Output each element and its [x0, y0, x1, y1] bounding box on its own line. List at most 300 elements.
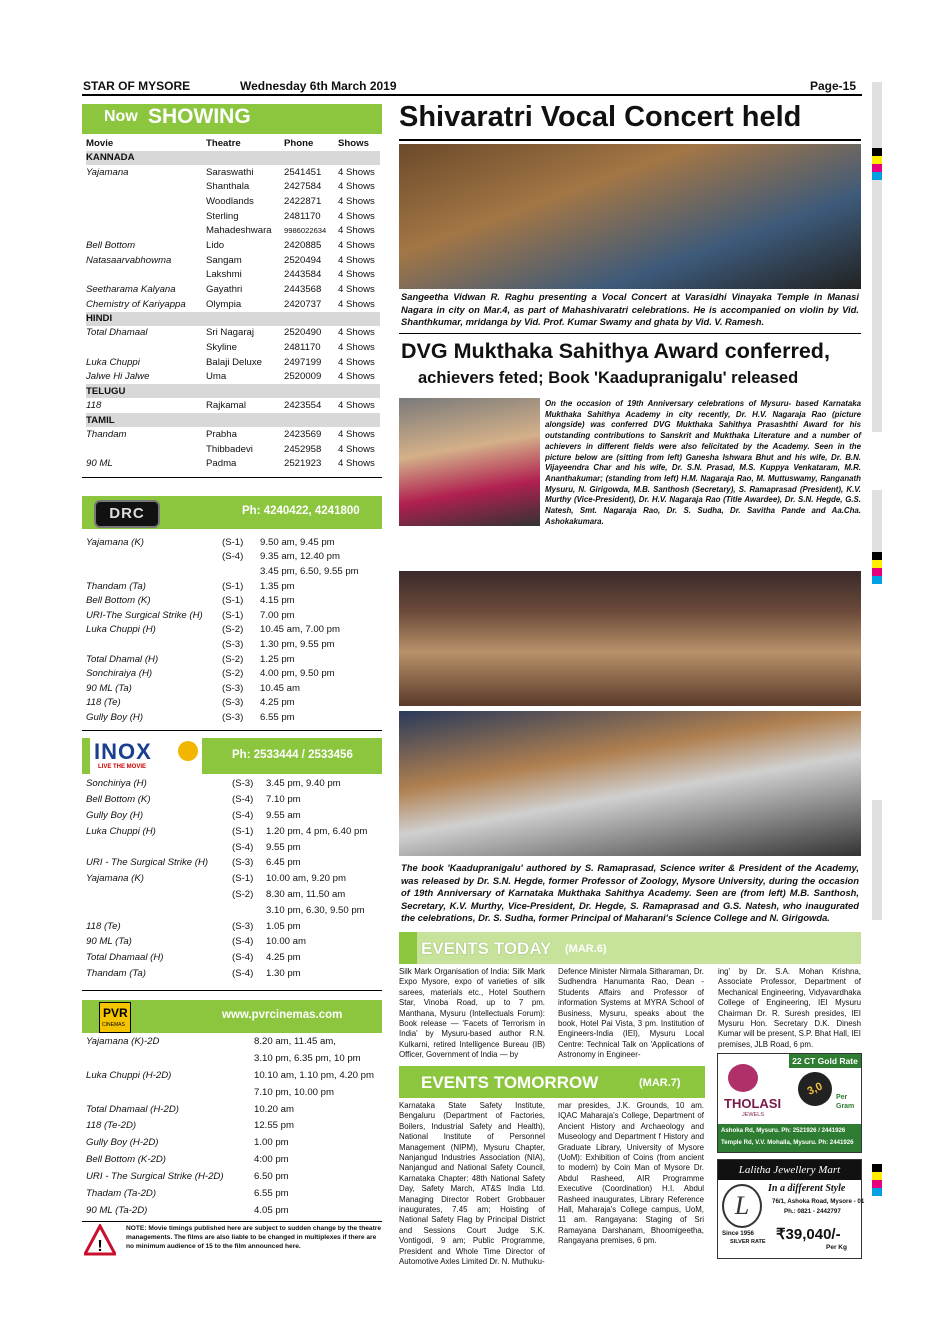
lalitha-tagline: In a different Style — [768, 1183, 846, 1194]
theatre-name: Rajkamal — [206, 400, 246, 412]
schedule-row — [86, 637, 380, 652]
show-count: 4 Shows — [338, 239, 375, 251]
movie-title: 90 ML — [86, 458, 113, 470]
screen-number: (S-2) — [222, 624, 244, 636]
story2-headline: DVG Mukthaka Sahithya Award conferred, — [401, 339, 830, 363]
show-times: 10.00 am, 9.20 pm — [266, 873, 346, 885]
show-times: 4.00 pm, 9.50 pm — [260, 668, 335, 680]
screen-number — [222, 564, 260, 579]
schedule-row — [86, 593, 380, 608]
screen-number: (S-4) — [232, 967, 254, 979]
show-times: 4:00 pm — [254, 1154, 289, 1166]
screen-number: (S-3) — [232, 857, 254, 869]
schedule-row — [86, 1067, 382, 1084]
show-count: 4 Shows — [338, 356, 375, 368]
theatre-phone: 2520009 — [284, 371, 322, 383]
theatre-name: Sangam — [206, 254, 242, 266]
language-header — [86, 413, 380, 427]
movie-title: Thadam (Ta-2D) — [86, 1187, 157, 1199]
schedule-row — [86, 1151, 382, 1168]
schedule-row — [86, 1185, 382, 1202]
show-count: 4 Shows — [338, 400, 375, 412]
show-count: 4 Shows — [338, 269, 375, 281]
show-count: 4 Shows — [338, 371, 375, 383]
story2-body: On the occasion of 19th Anniversary celebrations of Mysuru- based Karnataka Mukthaka Sahithya Academy in city recently, Dr. H.V. Nagaraja Rao (picture alongside) was conferred DVG Mukthaka Sahithya Prasashthi Award for his outstanding contributions to Sanskrit and Mukthaka Literature and a number of achievers in different fields were also felicitated by the Academy. Seen in the picture below are (sitting from left) Ganesha Ishwara Bhut and his wife, Dr. B.N. Vijayeendra Char and his wife, Dr. S.N. Prasad, M.S. Kuppya Venkataram, M.R. Ananthakumar; (standing from left) H.M. Nagaraja Rao, M. Muttuswamy, Ranganath Mysuru, N. Girigowda, M.B. Santhosh (Secretary), S. Ramaprasad (President), K.V. Murthy (Vice-President), Dr. H.V. Nagaraja Rao (Title Awardee), Dr. S.N. Hegde, G.S. Natesh, Smt. Nagaraja Rao, Dr. S. Sudha, Dr. Savitha Pande and Aa.Cha. Ashokakumara. — [545, 399, 861, 526]
movie-title — [86, 887, 232, 903]
schedule-row — [86, 652, 380, 667]
group-photo — [399, 571, 861, 706]
events-today-banner — [399, 932, 861, 964]
movie-title — [86, 442, 206, 457]
section-rule — [82, 1221, 382, 1222]
schedule-row — [86, 855, 384, 871]
theatre-name: Thibbadevi — [206, 443, 253, 455]
theatre-phone: 2520494 — [284, 254, 322, 266]
drc-banner — [82, 496, 382, 529]
schedule-row — [86, 1134, 382, 1151]
theatre-phone: 2427584 — [284, 181, 322, 193]
theatre-phone: 2423554 — [284, 400, 322, 412]
screen-number: (S-3) — [222, 638, 244, 650]
movie-title: 118 — [86, 400, 102, 412]
movie-title: Gully Boy (H) — [86, 809, 144, 821]
screen-number: (S-2) — [222, 653, 244, 665]
tholasi-address-2: Temple Rd, V.V. Mohalla, Mysuru. Ph: 2441926 — [721, 1139, 854, 1146]
pvr-banner — [82, 1000, 382, 1033]
movie-title — [86, 340, 206, 355]
screen-number: (S-4) — [232, 809, 254, 821]
show-times: 3.10 pm, 6.30, 9.50 pm — [266, 904, 365, 916]
events-today-col3: ing' by Dr. S.A. Mohan Krishna, Associate Professor, Department of Mechanical Engineering, Vidyavardhaka College of Engineering, IEI Mysuru Chairman Dr. R. Suresh presides, IEI Mysuru Hon. Secretary D.K. Dinesh Kumar will be present, S.P. Bhat Hall, IEI premises, JLB Road, 6 pm. — [718, 967, 861, 1049]
movie-title: Bell Bottom — [86, 239, 136, 251]
show-times: 1.30 pm, 9.55 pm — [260, 638, 335, 650]
show-times: 3.45 pm, 6.50, 9.55 pm — [260, 565, 359, 577]
theatre-name: Sterling — [206, 210, 239, 222]
margin-strip-3 — [872, 800, 882, 920]
show-count: 4 Shows — [338, 298, 375, 310]
inox-logo — [90, 738, 202, 774]
movie-title: Yajamana — [86, 166, 129, 178]
silver-unit: Per Kg — [826, 1244, 847, 1251]
movie-title — [86, 223, 206, 238]
screen-number: (S-3) — [222, 682, 244, 694]
movie-title: Luka Chuppi (H) — [86, 624, 156, 636]
screen-number: (S-1) — [222, 609, 244, 621]
theatre-name: Skyline — [206, 342, 237, 354]
show-count: 4 Shows — [338, 428, 375, 440]
show-times: 1.30 pm — [266, 967, 301, 979]
schedule-row — [86, 1117, 382, 1134]
theatre-phone: 9986022634 — [284, 226, 327, 236]
movie-title: 90 ML (Ta) — [86, 936, 132, 948]
movie-title — [86, 902, 232, 918]
story2-subhead: achievers feted; Book 'Kaadupranigalu' released — [418, 369, 799, 387]
listing-row — [86, 209, 380, 224]
listing-row — [86, 282, 380, 297]
schedule-row — [86, 902, 384, 918]
listing-row — [86, 223, 380, 238]
color-registration-mark — [872, 1164, 882, 1196]
svg-text:!: ! — [97, 1238, 103, 1255]
silver-rate-label: SILVER RATE — [730, 1239, 766, 1245]
tholasi-brand: THOLASI — [724, 1096, 782, 1111]
events-today-col2: Defence Minister Nirmala Sitharaman, Dr. Sudhendra Hanumanta Rao, Dean - Students Affairs and Professor of information Systems at MYRA School of Business, Mysuru, speaks about the book, Hotel Pai Vista, 3 pm. Institution of Engineers-India (IEI), Mysuru Local Centre: Technical Talk on 'Applications of Astronomy in Engineer- — [558, 967, 704, 1060]
pvr-logo — [99, 1002, 131, 1033]
theatre-phone: 2452958 — [284, 443, 322, 455]
listing-row — [86, 268, 380, 283]
movie-title: Bell Bottom (K) — [86, 595, 151, 607]
schedule-row — [86, 839, 384, 855]
col-header-shows: Shows — [338, 137, 369, 149]
schedule-row — [86, 1084, 382, 1101]
movie-title: Jalwe Hi Jalwe — [86, 371, 150, 383]
show-count: 4 Shows — [338, 195, 375, 207]
movie-title: Gully Boy (H-2D) — [86, 1137, 159, 1149]
theatre-name: Padma — [206, 458, 237, 470]
schedule-row — [86, 696, 380, 711]
show-times: 6.50 pm — [254, 1171, 289, 1183]
movie-title — [86, 194, 206, 209]
show-times: 7.10 pm, 10.00 pm — [254, 1086, 334, 1098]
show-count: 4 Shows — [338, 225, 375, 237]
inox-phone: Ph: 2533444 / 2533456 — [232, 749, 353, 761]
events-tomorrow-col1: Karnataka State Safety Institute, Bengaluru (Department of Factories, Boilers, Industrial Safety and Health), National Institute of Personnel Management (NIPM), Mysuru Chapter, Nanjangud Industries Association (NIA), Nanjangud and National Safety Council, Karnataka Chapter: 48th National Safety Day, Safety March, AT&S India Ltd. Managing Director Robert Grobbauer inaugurates, 7.45 am; Hoisting of National Safety Flag by Principal District and Sessions Court Judge S.K. Vontigodi, 9 am; Public Programme, President and Whole Time Director of Automotive Axles Limited Dr. N. Muthuku- — [399, 1101, 545, 1267]
show-times: 9.50 am, 9.45 pm — [260, 536, 335, 548]
theatre-phone: 2420885 — [284, 239, 322, 251]
listing-row — [86, 370, 380, 385]
theatre-name: Uma — [206, 371, 227, 383]
movie-title — [86, 839, 232, 855]
schedule-row — [86, 966, 384, 982]
movie-title: Bell Bottom (K-2D) — [86, 1154, 166, 1166]
show-times: 4.05 pm — [254, 1204, 289, 1216]
show-times: 1.25 pm — [260, 653, 295, 665]
story-rule — [399, 333, 861, 334]
movie-title — [86, 637, 222, 652]
theatre-name: Olympia — [206, 298, 242, 310]
pvr-website: www.pvrcinemas.com — [222, 1009, 343, 1021]
movie-title: 90 ML (Ta-2D) — [86, 1204, 148, 1216]
listing-row — [86, 165, 380, 180]
paper-name: STAR OF MYSORE — [83, 79, 191, 93]
movie-title: Luka Chuppi (H-2D) — [86, 1069, 172, 1081]
show-count: 4 Shows — [338, 210, 375, 222]
show-times: 1.20 pm, 4 pm, 6.40 pm — [266, 825, 368, 837]
movie-title: Yajamana (K) — [86, 873, 144, 885]
col-header-movie: Movie — [86, 137, 114, 149]
language-label: TAMIL — [86, 413, 380, 427]
screen-number: (S-3) — [222, 697, 244, 709]
margin-strip-1 — [872, 82, 882, 432]
movie-title: Total Dhamaal (H) — [86, 952, 164, 964]
sun-icon — [178, 741, 198, 761]
tholasi-address-1: Ashoka Rd, Mysuru. Ph: 2521926 / 2441926 — [721, 1127, 846, 1134]
schedule-row — [86, 1202, 382, 1219]
show-times: 4.25 pm — [266, 952, 301, 964]
movie-title: Luka Chuppi (H) — [86, 825, 156, 837]
headline-rule — [399, 139, 861, 141]
show-times: 6.55 pm — [254, 1187, 289, 1199]
tholasi-brand-sub: JEWELS — [742, 1112, 765, 1118]
pvr-logo-sub: CINEMAS — [102, 1022, 125, 1028]
gold-price: 3,0 — [792, 1066, 837, 1111]
screen-number: (S-4) — [232, 936, 254, 948]
lalitha-brand: Lalitha Jewellery Mart — [718, 1160, 861, 1180]
schedule-row — [86, 608, 380, 623]
theatre-phone: 2541451 — [284, 166, 322, 178]
schedule-row — [86, 823, 384, 839]
movie-title: Thandam — [86, 428, 127, 440]
movie-title: Luka Chuppi — [86, 356, 140, 368]
peacock-logo-icon — [728, 1064, 758, 1092]
movie-title — [86, 268, 206, 283]
theatre-phone: 2481170 — [284, 342, 321, 354]
schedule-row — [86, 808, 384, 824]
theatre-name: Gayathri — [206, 284, 243, 296]
inox-schedule — [86, 776, 384, 981]
movie-title: Total Dhamaal (H-2D) — [86, 1103, 179, 1115]
screen-number: (S-1) — [222, 595, 244, 607]
schedule-row — [86, 535, 380, 550]
screen-number: (S-1) — [222, 536, 244, 548]
theatre-name: Balaji Deluxe — [206, 356, 262, 368]
screen-number: (S-4) — [232, 794, 254, 806]
show-count: 4 Shows — [338, 443, 375, 455]
gold-unit-per: Per — [836, 1094, 848, 1101]
story1-headline: Shivaratri Vocal Concert held — [399, 101, 802, 133]
tholasi-address-bar — [718, 1124, 861, 1152]
issue-date: Wednesday 6th March 2019 — [240, 79, 397, 93]
show-times: 10.00 am — [266, 936, 307, 948]
show-times: 3.45 pm, 9.40 pm — [266, 778, 341, 790]
masthead-rule — [82, 94, 862, 96]
show-times: 4.15 pm — [260, 595, 295, 607]
show-times: 7.10 pm — [266, 794, 301, 806]
timings-note: NOTE: Movie timings published here are subject to sudden change by the theatre managements. The films are also liable to be changed in multiplexes if there are no minimum audience of 15 to the film announced here. — [126, 1225, 382, 1250]
show-count: 4 Shows — [338, 458, 375, 470]
movie-title: 118 (Te) — [86, 697, 121, 709]
now-showing-table — [86, 136, 380, 471]
movie-title: Thandam (Ta) — [86, 580, 146, 592]
col-header-theatre: Theatre — [206, 137, 241, 149]
theatre-phone: 2497199 — [284, 356, 322, 368]
listing-row — [86, 238, 380, 253]
theatre-name: Saraswathi — [206, 166, 254, 178]
events-today-title: EVENTS TODAY — [421, 939, 552, 958]
show-times: 8.30 am, 11.50 am — [266, 888, 346, 900]
book-release-photo — [399, 711, 861, 856]
screen-number: (S-1) — [222, 580, 244, 592]
section-rule — [82, 730, 382, 731]
silver-price: ₹39,040/- — [776, 1226, 841, 1243]
theatre-phone: 2422871 — [284, 195, 322, 207]
lalitha-address: 76/1, Ashoka Road, Mysore - 01 — [772, 1198, 865, 1205]
theatre-name: Woodlands — [206, 195, 254, 207]
show-times: 12.55 pm — [254, 1120, 295, 1132]
section-rule — [82, 477, 382, 478]
screen-number: (S-4) — [222, 551, 244, 563]
movie-title: Seetharama Kalyana — [86, 284, 176, 296]
movie-title: 118 (Te-2D) — [86, 1120, 137, 1132]
theatre-name: Lido — [206, 239, 225, 251]
show-times: 10.20 am — [254, 1103, 295, 1115]
show-count: 4 Shows — [338, 284, 375, 296]
show-times: 3.10 pm, 6.35 pm, 10 pm — [254, 1052, 361, 1064]
screen-number: (S-2) — [222, 668, 244, 680]
schedule-row — [86, 623, 380, 638]
schedule-row — [86, 887, 384, 903]
story1-caption: Sangeetha Vidwan R. Raghu presenting a Vocal Concert at Varasidhi Vinayaka Temple in Manasi Nagara in city on Mar.4, as part of Mahashivaratri celebrations. He is accompanied on violin by Vid. Shanthkumar, mridanga by Vid. Prof. Kumar Swamy and ghata by Vid. V. Ramesh. — [401, 291, 859, 327]
color-registration-mark — [872, 552, 882, 584]
screen-number: (S-1) — [232, 825, 254, 837]
drc-schedule — [86, 535, 380, 725]
show-times: 10.45 am, 7.00 pm — [260, 624, 340, 636]
theatre-name: Mahadeshwara — [206, 225, 272, 237]
movie-title — [86, 550, 222, 565]
drc-phone: Ph: 4240422, 4241800 — [242, 505, 360, 517]
drc-logo: DRC — [94, 500, 160, 528]
movie-title: Sonchiraiya (H) — [86, 668, 153, 680]
concert-photo — [399, 144, 861, 289]
show-count: 4 Shows — [338, 254, 375, 266]
page-number: Page-15 — [810, 79, 857, 93]
events-today-col1: Silk Mark Organisation of India: Silk Mark Expo Mysore, expo of varieties of silk sarees, materials etc., Hotel Southern Star, Vinoba Road, up to 7 pm. Manthana, Mysuru (Intellectuals Forum): Book release — 'Facets of Terrorism in India' by Mysuru-based author R.N. Kulkarni, retired Intelligence Bureau (IB) Officer, Government of India — by — [399, 967, 545, 1060]
now-showing-prefix: Now — [104, 108, 138, 125]
show-count: 4 Shows — [338, 166, 375, 178]
listing-row — [86, 456, 380, 471]
screen-number: (S-4) — [232, 841, 254, 853]
schedule-row — [86, 579, 380, 594]
gold-unit-gram: Gram — [836, 1103, 855, 1110]
listing-row — [86, 194, 380, 209]
screen-number: (S-3) — [232, 920, 254, 932]
movie-title — [86, 209, 206, 224]
movie-title: Sonchiriya (H) — [86, 778, 147, 790]
show-times: 9.35 am, 12.40 pm — [260, 551, 340, 563]
listing-row — [86, 398, 380, 413]
schedule-row — [86, 1050, 382, 1067]
lalitha-ad — [717, 1159, 865, 1259]
movie-title: Thandam (Ta) — [86, 967, 146, 979]
inox-tagline: LIVE THE MOVIE — [98, 764, 147, 770]
events-tomorrow-col2: mar presides, J.K. Grounds, 10 am. IQAC Maharaja's College, Department of Ancient History and Archaeology and Museology and Department f History and Graduate Library, University of Mysore (UoM): Exhibition of Coins (from ancient to modern) by Coin Man of Mysore Dr. Abdul Rasheed, AIR Programme Executive (Coordination) H.I. Abdul Rasheed inaugurates, Library Reference Hall, Maharaja's College campus, UoM, 11 am. Rangayana: Staging of Sri Ramayana Darshanam, Bhoomigeetha, Rangayana premises, 6 pm. — [558, 1101, 704, 1246]
section-rule — [82, 990, 382, 991]
theatre-phone: 2420737 — [284, 298, 322, 310]
movie-title: Yajamana (K) — [86, 536, 144, 548]
award-photo — [399, 398, 540, 526]
listing-row — [86, 340, 380, 355]
schedule-row — [86, 918, 384, 934]
schedule-row — [86, 776, 384, 792]
events-today-date: (MAR.6) — [565, 943, 607, 955]
listing-row — [86, 355, 380, 370]
lalitha-since: Since 1956 — [722, 1230, 754, 1237]
schedule-row — [86, 710, 380, 725]
show-times: 1.00 pm — [254, 1137, 289, 1149]
theatre-name: Shanthala — [206, 181, 250, 193]
screen-number — [232, 902, 266, 918]
movie-title — [86, 179, 206, 194]
screen-number: (S-3) — [232, 778, 254, 790]
listing-row — [86, 427, 380, 442]
events-tomorrow-banner — [399, 1066, 705, 1098]
screen-number: (S-3) — [222, 711, 244, 723]
movie-title: 90 ML (Ta) — [86, 682, 132, 694]
schedule-row — [86, 1033, 382, 1050]
movie-title — [86, 564, 222, 579]
movie-title: Total Dhamal (H) — [86, 653, 159, 665]
color-registration-mark — [872, 148, 882, 180]
movie-title: Gully Boy (H) — [86, 711, 144, 723]
schedule-row — [86, 681, 380, 696]
theatre-name: Lakshmi — [206, 269, 242, 281]
schedule-row — [86, 1101, 382, 1118]
show-times: 1.05 pm — [266, 920, 301, 932]
language-label: TELUGU — [86, 384, 380, 398]
inox-logo-text: INOX — [94, 739, 152, 764]
movie-title: Natasaarvabhowma — [86, 254, 172, 266]
show-times: 10.45 am — [260, 682, 301, 694]
movie-title — [86, 1084, 254, 1101]
pvr-schedule — [86, 1033, 382, 1219]
inox-banner — [82, 738, 382, 774]
lalitha-phone: Ph.: 0821 - 2442797 — [784, 1208, 841, 1215]
theatre-phone: 2443584 — [284, 269, 322, 281]
movie-title: 118 (Te) — [86, 920, 121, 932]
language-header — [86, 312, 380, 326]
schedule-row — [86, 550, 380, 565]
schedule-row — [86, 950, 384, 966]
now-showing-banner — [82, 104, 382, 134]
warning-icon — [84, 1224, 116, 1256]
show-times: 9.55 pm — [266, 841, 301, 853]
listing-row — [86, 326, 380, 341]
events-tomorrow-date: (MAR.7) — [639, 1077, 681, 1089]
movie-title: URI-The Surgical Strike (H) — [86, 609, 203, 621]
theatre-name: Sri Nagaraj — [206, 327, 254, 339]
language-header — [86, 384, 380, 398]
now-showing-title: SHOWING — [148, 105, 251, 128]
language-label: HINDI — [86, 312, 380, 326]
listing-row — [86, 297, 380, 312]
show-times: 6.45 pm — [266, 857, 301, 869]
movie-title: Chemistry of Kariyappa — [86, 298, 186, 310]
lalitha-monogram: L — [722, 1184, 762, 1228]
show-count: 4 Shows — [338, 181, 375, 193]
theatre-phone: 2521923 — [284, 458, 322, 470]
movie-title: Bell Bottom (K) — [86, 794, 151, 806]
schedule-row — [86, 564, 380, 579]
movie-title: URI - The Surgical Strike (H) — [86, 857, 209, 869]
events-tomorrow-title: EVENTS TOMORROW — [421, 1073, 599, 1092]
show-count: 4 Shows — [338, 342, 375, 354]
show-times: 8.20 am, 11.45 am, — [254, 1035, 336, 1047]
show-times: 10.10 am, 1.10 pm, 4.20 pm — [254, 1069, 374, 1081]
schedule-row — [86, 1168, 382, 1185]
schedule-row — [86, 792, 384, 808]
theatre-name: Prabha — [206, 428, 237, 440]
show-times: 1.35 pm — [260, 580, 295, 592]
listing-row — [86, 442, 380, 457]
gold-rate-label: 22 CT Gold Rate — [789, 1054, 861, 1068]
col-header-phone: Phone — [284, 137, 314, 149]
listing-row — [86, 253, 380, 268]
theatre-phone: 2520490 — [284, 327, 322, 339]
theatre-phone: 2423569 — [284, 428, 322, 440]
theatre-phone: 2481170 — [284, 210, 321, 222]
story2-caption: The book 'Kaadupranigalu' authored by S. Ramaprasad, Science writer & President of the Academy, was released by Dr. S.N. Hegde, former Professor of Zoology, Mysore University, during the occasion of 19th Anniversary of Karnataka Mukthaka Sahithya Academy. Seen are (from left) M.B. Santhosh, Secretary, K.V. Murthy, Vice-President, Dr. Hegde, S. Ramaprasad and G.S. Natesh, who inaugurated the celebrations, Dr. S. Sudha, former Principal of Maharani's Science College and N. Girigowda. — [401, 862, 859, 923]
schedule-row — [86, 666, 380, 681]
